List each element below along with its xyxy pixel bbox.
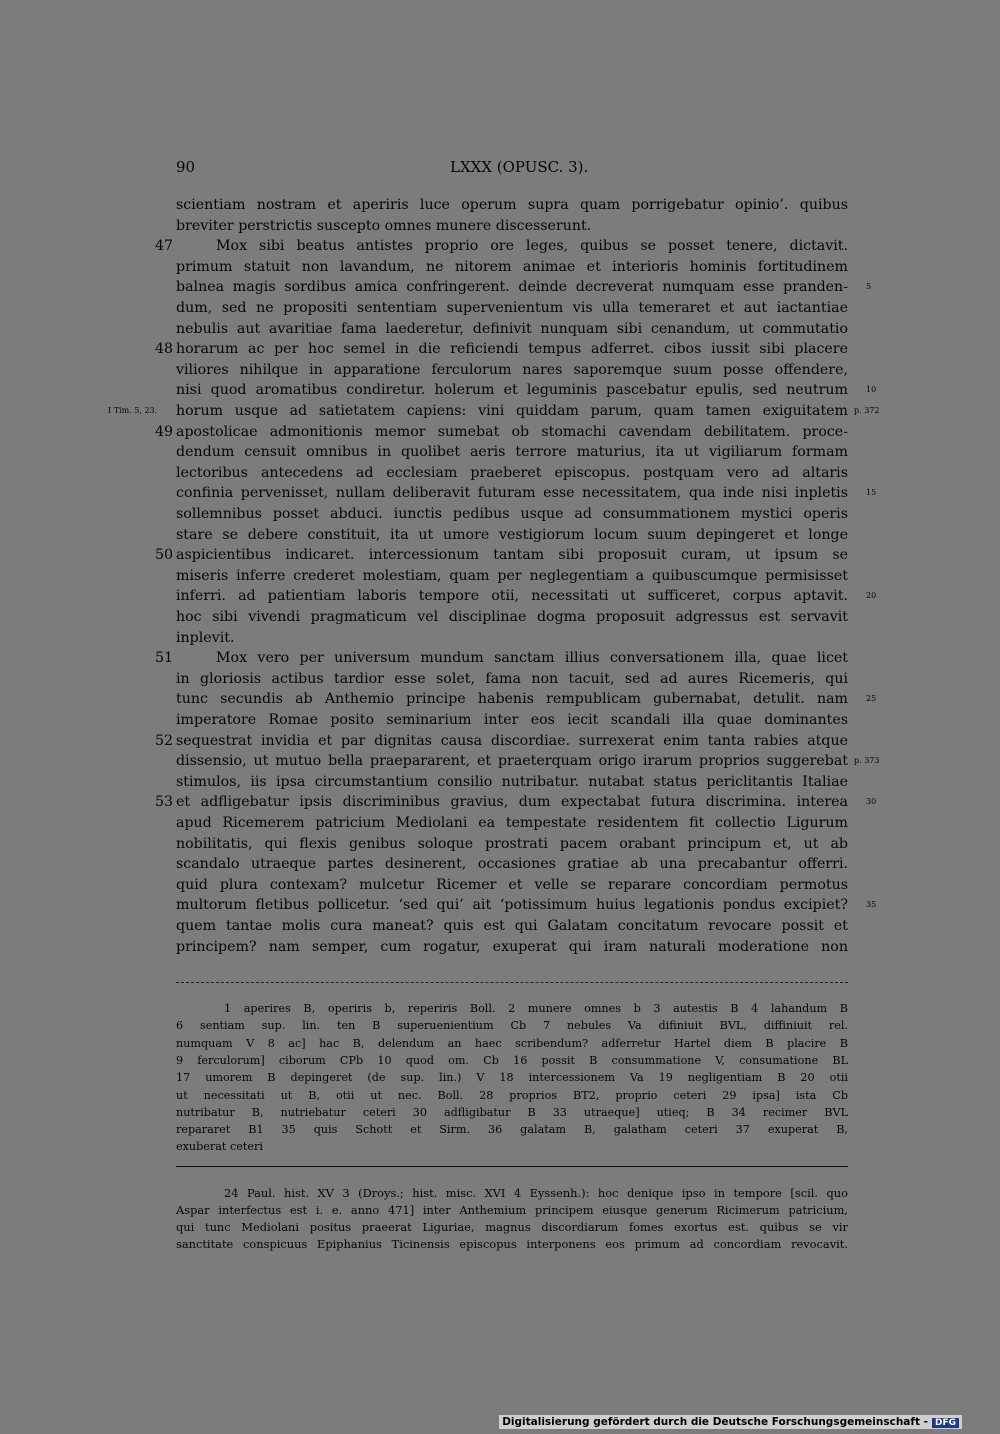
apparatus-line: 9 ferculorum] ciborum CPb 10 quod om. Cb 16 possit B consummatione V, consumatione BL bbox=[176, 1053, 848, 1067]
apparatus-line: 17 umorem B depingeret (de sup. lin.) V 18 intercessionem Va 19 negligentiam B 20 otii bbox=[176, 1071, 848, 1085]
paragraph-number: 48 bbox=[155, 341, 174, 358]
paragraph-number: 50 bbox=[155, 547, 174, 564]
page-reference: p. 372 bbox=[854, 406, 880, 415]
body-line: apud Ricemerem patricium Mediolani ea tempestate residentem fit collectio Ligurum bbox=[176, 815, 848, 831]
apparatus-line: ut necessitati ut B, otii ut nec. Boll. 28 proprios BT2, proprio ceteri 29 ipsa] ista Cb bbox=[176, 1088, 848, 1102]
body-line: in gloriosis actibus tardior esse solet, fama non tacuit, sed ad aures Ricemeris, qui bbox=[176, 670, 848, 687]
line-number: 25 bbox=[866, 694, 877, 704]
page-reference: p. 373 bbox=[854, 756, 880, 766]
running-title: LXXX (OPUSC. 3). bbox=[450, 158, 589, 176]
paragraph-number: 49 bbox=[155, 423, 174, 440]
body-line: multorum fletibus pollicetur. ‘sed qui’ ait ‘potissimum huius legationis pondus excipiet? bbox=[176, 897, 848, 914]
body-line: nobilitatis, qui flexis genibus soloque prostrati pacem orabant principum et, ut ab bbox=[176, 835, 848, 852]
line-number: 5 bbox=[866, 282, 872, 292]
body-line: scandalo utraeque partes desinerent, occasiones gratiae ab una precabantur offerri. bbox=[176, 856, 848, 873]
body-line: viliores nihilque in apparatione ferculorum nares saporemque suum posse offendere, bbox=[176, 361, 848, 378]
line-number: 10 bbox=[866, 385, 877, 395]
body-line: quem tantae molis cura maneat? quis est qui Galatam concitatum revocare possit et bbox=[176, 918, 848, 934]
body-line: hoc sibi vivendi pragmaticum vel disciplinae dogma proposuit adgressus est servavit bbox=[176, 609, 848, 625]
body-line: et adfligebatur ipsis discriminibus gravius, dum expectabat futura discrimina. interea bbox=[176, 794, 848, 811]
body-line: apostolicae admonitionis memor sumebat ob stomachi cavendam debilitatem. proce- bbox=[176, 423, 848, 440]
footnote-line: Aspar interfectus est i. e. anno 471] inter Anthemium principem eiusque generum Ricimerum patricium, bbox=[176, 1203, 848, 1217]
body-line: horum usque ad satietatem capiens: vini quiddam parum, quam tamen exiguitatem bbox=[176, 403, 848, 419]
body-line: Mox sibi beatus antistes proprio ore leges, quibus se posset tenere, dictavit. bbox=[216, 238, 848, 255]
separator-line bbox=[176, 982, 848, 983]
body-line: quid plura contexam? mulcetur Ricemer et velle se reparare concordiam permotus bbox=[176, 876, 848, 893]
apparatus-line: exuberat ceteri bbox=[176, 1140, 263, 1154]
body-line: principem? nam semper, cum rogatur, exuperat qui iram naturali moderatione non bbox=[176, 938, 848, 955]
paragraph-number: 53 bbox=[155, 794, 174, 811]
bible-reference: I Tim. 5, 23. bbox=[108, 406, 158, 415]
body-line: horarum ac per hoc semel in die reficiendi tempus adferret. cibos iussit sibi placere bbox=[176, 341, 848, 358]
credit-text: Digitalisierung gefördert durch die Deutsche Forschungsgemeinschaft - bbox=[502, 1416, 928, 1428]
paragraph-number: 52 bbox=[155, 732, 174, 749]
body-line: sollemnibus posset abduci. iunctis pedibus usque ad consummationem mystici operis bbox=[176, 506, 848, 522]
footnote-line: sanctitate conspicuus Epiphanius Ticinensis episcopus interponens eos primum ad concordiam revocavit. bbox=[176, 1237, 848, 1251]
paragraph-number: 47 bbox=[155, 238, 174, 255]
separator-line bbox=[176, 1166, 848, 1167]
body-line: nisi quod aromatibus condiretur. holerum et leguminis pascebatur epulis, sed neutrum bbox=[176, 382, 848, 399]
body-line: sequestrat invidia et par dignitas causa discordiae. surrexerat enim tanta rabies atque bbox=[176, 732, 848, 749]
body-line: miseris inferre crederet molestiam, quam per neglegentiam a quibuscumque permisisset bbox=[176, 567, 848, 584]
apparatus-line: 1 aperires B, operiris b, reperiris Boll. 2 munere omnes b 3 autestis B 4 lahandum B bbox=[224, 1002, 848, 1015]
body-line: balnea magis sordibus amica confringerent. deinde decreverat numquam esse pranden- bbox=[176, 279, 848, 296]
line-number: 35 bbox=[866, 900, 877, 910]
apparatus-line: nutribatur B, nutriebatur ceteri 30 adfligibatur B 33 utraeque] utieq; B 34 recimer BVL bbox=[176, 1105, 848, 1119]
body-line: dendum censuit omnibus in quolibet aeris terrore maturius, ita ut vigiliarum formam bbox=[176, 444, 848, 461]
line-number: 20 bbox=[866, 591, 877, 601]
apparatus-line: 6 sentiam sup. lin. ten B superuenientium Cb 7 nebules Va difiniuit BVL, diffiniuit rel. bbox=[176, 1019, 848, 1033]
apparatus-line: repararet B1 35 quis Schott et Sirm. 36 galatam B, galatham ceteri 37 exuperat B, bbox=[176, 1123, 848, 1137]
body-line: aspicientibus indicaret. intercessionum tantam sibi proposuit curam, ut ipsum se bbox=[176, 547, 848, 564]
body-line: inplevit. bbox=[176, 629, 235, 646]
body-line: primum statuit non lavandum, ne nitorem animae et interioris hominis fortitudinem bbox=[176, 258, 848, 275]
body-line: stimulos, iis ipsa circumstantium consilio nutribatur. nutabat status periclitantis Italiae bbox=[176, 773, 848, 790]
body-line: dum, sed ne propositi sententiam supervenientum vis ulla temeraret et aut iactantiae bbox=[176, 300, 848, 316]
footnote-line: qui tunc Mediolani positus praeerat Liguriae, magnus discordiarum fomes exortus est. quibus se vir bbox=[176, 1220, 848, 1234]
paragraph-number: 51 bbox=[155, 650, 174, 667]
footnote-line: 24 Paul. hist. XV 3 (Droys.; hist. misc. XVI 4 Eyssenh.): hoc denique ipso in tempore [scil. quo bbox=[224, 1186, 848, 1200]
body-line: inferri. ad patientiam laboris tempore otii, necessitati ut sufficeret, corpus aptavit. bbox=[176, 588, 848, 605]
digitization-credit bbox=[499, 1415, 962, 1429]
dfg-logo: DFG bbox=[932, 1418, 959, 1428]
body-line: dissensio, ut mutuo bella praepararent, et praeterquam origo irarum proprios suggerebat bbox=[176, 753, 848, 770]
body-line: lectoribus antecedens ad ecclesiam praeberet episcopus. postquam vero ad altaris bbox=[176, 464, 848, 481]
body-line: breviter perstrictis suscepto omnes munere discesserunt. bbox=[176, 217, 592, 234]
line-number: 30 bbox=[866, 797, 877, 807]
apparatus-line: numquam V 8 ac] hac B, delendum an haec scribendum? adferretur Hartel diem B placire B bbox=[176, 1036, 848, 1050]
line-number: 15 bbox=[866, 488, 877, 498]
body-line: confinia pervenisset, nullam deliberavit futuram esse necessitatem, qua inde nisi inpletis bbox=[176, 485, 848, 502]
body-line: Mox vero per universum mundum sanctam illius conversationem illa, quae licet bbox=[216, 650, 848, 667]
body-line: stare se debere constituit, ita ut umore vestigiorum locum suum depingeret et longe bbox=[176, 526, 848, 543]
body-line: tunc secundis ab Anthemio principe habenis rempublicam gubernabat, detulit. nam bbox=[176, 691, 848, 708]
body-line: nebulis aut avaritiae fama laederetur, definivit nunquam sibi cenandum, ut commutatio bbox=[176, 320, 848, 337]
page-number: 90 bbox=[176, 158, 196, 176]
body-line: imperatore Romae posito seminarium inter eos iecit scandali illa quae dominantes bbox=[176, 712, 848, 728]
body-line: scientiam nostram et aperiris luce operum supra quam porrigebatur opinio’. quibus bbox=[176, 197, 848, 213]
